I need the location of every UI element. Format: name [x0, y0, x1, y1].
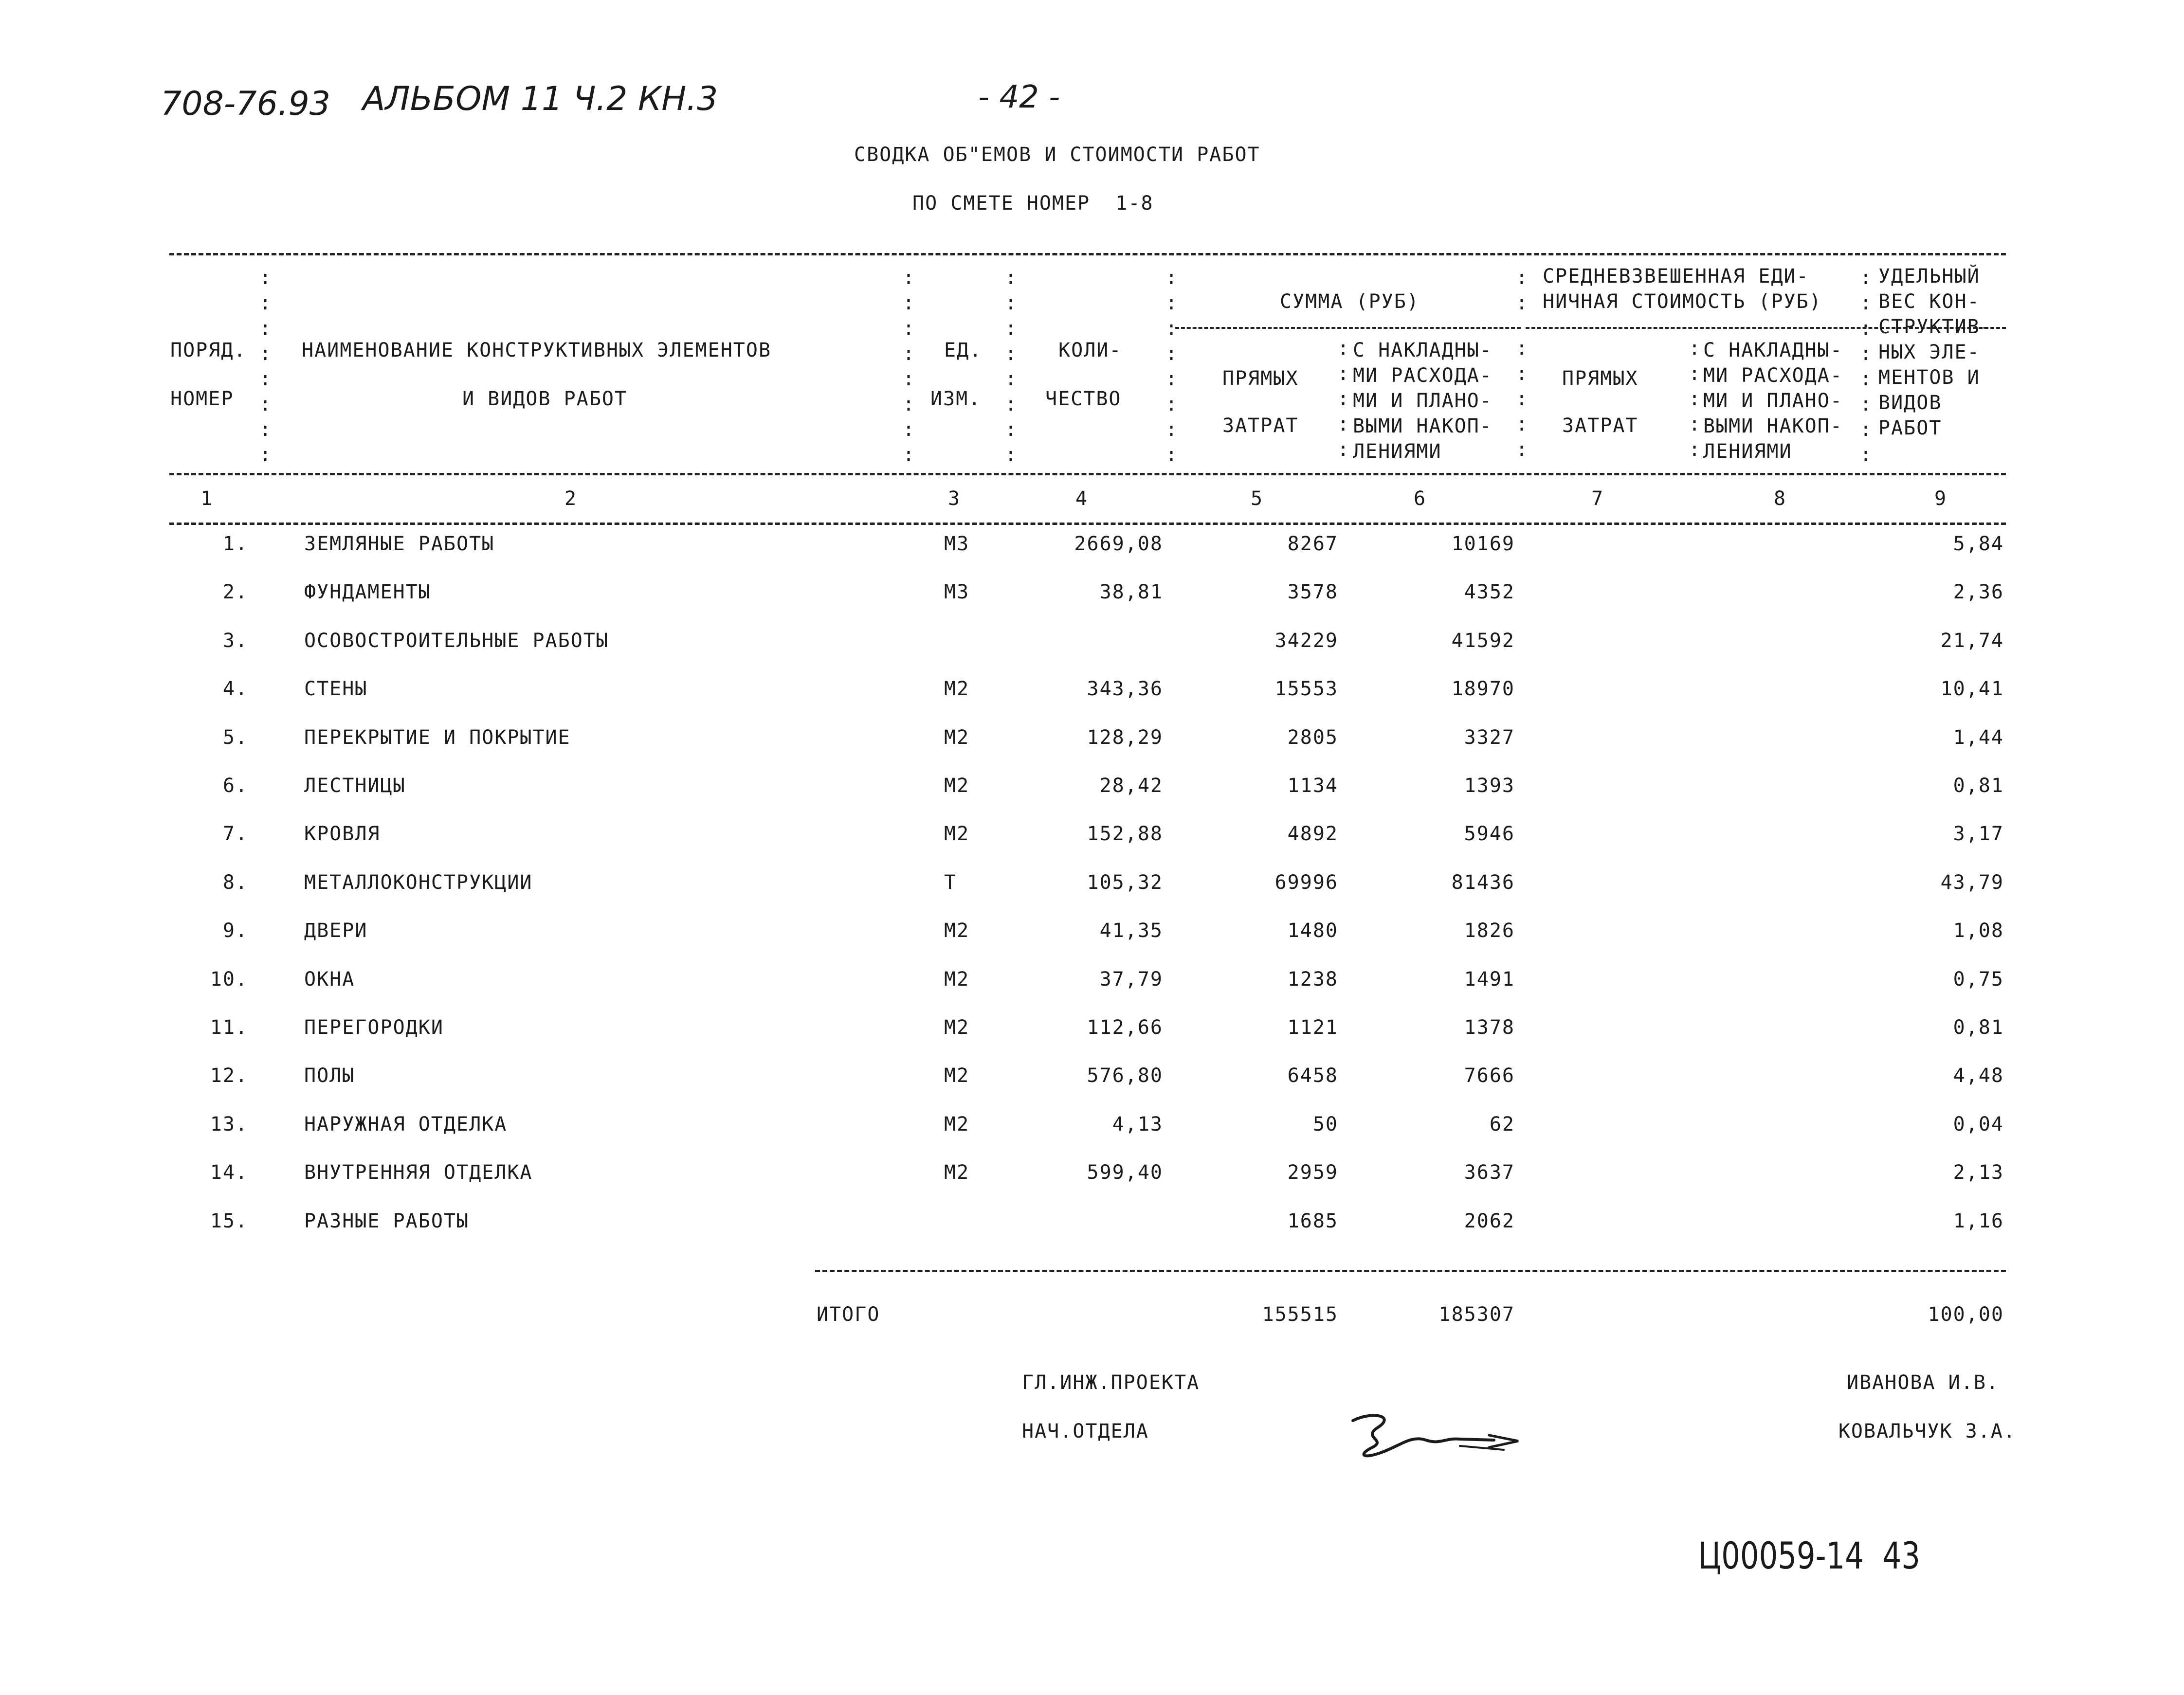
row-name: ФУНДАМЕНТЫ: [304, 581, 431, 603]
header-col8-line1: С НАКЛАДНЫ-: [1703, 339, 1843, 361]
row-name: КРОВЛЯ: [304, 823, 381, 845]
row-unit: М2: [944, 678, 970, 700]
row-unit: М3: [944, 581, 970, 603]
row-weight: 5,84: [1953, 533, 2004, 555]
row-overhead-cost: 3327: [1464, 726, 1515, 749]
row-weight: 0,81: [1953, 1016, 2004, 1039]
signature-name-department-head: КОВАЛЬЧУК З.А.: [1838, 1420, 2016, 1443]
row-weight: 1,44: [1953, 726, 2004, 749]
row-number: 6.: [222, 775, 248, 797]
header-col2-line2: И ВИДОВ РАБОТ: [462, 388, 628, 410]
row-overhead-cost: 5946: [1464, 823, 1515, 845]
header-col8-line3: МИ И ПЛАНО-: [1703, 390, 1843, 412]
header-col2-line1: НАИМЕНОВАНИЕ КОНСТРУКТИВНЫХ ЭЛЕМЕНТОВ: [302, 339, 772, 361]
row-direct-cost: 6458: [1287, 1064, 1338, 1087]
row-quantity: 343,36: [1087, 678, 1163, 700]
colnum-4: 4: [1075, 487, 1089, 510]
archive-code: 708-76.93: [161, 85, 330, 123]
row-unit: М2: [944, 1161, 970, 1184]
row-number: 7.: [222, 823, 248, 845]
total-overhead: 185307: [1438, 1303, 1515, 1326]
row-name: ПЕРЕГОРОДКИ: [304, 1016, 444, 1039]
header-col5-line1: ПРЯМЫХ: [1222, 367, 1299, 390]
row-name: ПОЛЫ: [304, 1064, 355, 1087]
row-weight: 1,16: [1953, 1210, 2004, 1232]
header-col8-line5: ЛЕНИЯМИ: [1703, 440, 1792, 463]
row-name: РАЗНЫЕ РАБОТЫ: [304, 1210, 470, 1232]
header-col5-line2: ЗАТРАТ: [1222, 415, 1299, 437]
header-col6-line5: ЛЕНИЯМИ: [1353, 440, 1442, 463]
colnum-7: 7: [1591, 487, 1604, 510]
row-number: 15.: [210, 1210, 248, 1232]
row-overhead-cost: 1393: [1464, 775, 1515, 797]
row-name: ДВЕРИ: [304, 920, 368, 942]
header-col6-line2: МИ РАСХОДА-: [1353, 364, 1492, 387]
row-unit: М2: [944, 1113, 970, 1136]
row-unit: М2: [944, 1064, 970, 1087]
row-number: 2.: [222, 581, 248, 603]
row-number: 10.: [210, 968, 248, 991]
document-subtitle: ПО СМЕТЕ НОМЕР 1-8: [912, 192, 1154, 215]
row-weight: 2,36: [1953, 581, 2004, 603]
header-col1-line1: ПОРЯД.: [170, 339, 247, 361]
signature-name-chief-engineer: ИВАНОВА И.В.: [1847, 1371, 1999, 1394]
row-weight: 0,04: [1953, 1113, 2004, 1136]
row-direct-cost: 8267: [1287, 533, 1338, 555]
row-direct-cost: 2805: [1287, 726, 1338, 749]
header-avg-group-line1: СРЕДНЕВЗВЕШЕННАЯ ЕДИ-: [1543, 265, 1809, 288]
row-name: ЛЕСТНИЦЫ: [304, 775, 406, 797]
row-overhead-cost: 41592: [1451, 630, 1515, 652]
header-col7-line1: ПРЯМЫХ: [1562, 367, 1638, 390]
header-sum-group: СУММА (РУБ): [1280, 290, 1420, 313]
row-name: ПЕРЕКРЫТИЕ И ПОКРЫТИЕ: [304, 726, 571, 749]
header-col9-line3: СТРУКТИВ-: [1878, 316, 1993, 338]
colnum-1: 1: [200, 487, 214, 510]
colnum-2: 2: [564, 487, 578, 510]
row-number: 3.: [222, 630, 248, 652]
total-rule: [815, 1270, 2006, 1272]
header-col9-line1: УДЕЛЬНЫЙ: [1878, 265, 1980, 288]
row-direct-cost: 2959: [1287, 1161, 1338, 1184]
row-overhead-cost: 1491: [1464, 968, 1515, 991]
total-weight: 100,00: [1928, 1303, 2004, 1326]
header-col4-line2: ЧЕСТВО: [1045, 388, 1122, 410]
row-overhead-cost: 1826: [1464, 920, 1515, 942]
row-unit: М2: [944, 968, 970, 991]
row-name: МЕТАЛЛОКОНСТРУКЦИИ: [304, 871, 533, 894]
row-direct-cost: 34229: [1274, 630, 1338, 652]
signature-role-chief-engineer: ГЛ.ИНЖ.ПРОЕКТА: [1022, 1371, 1200, 1394]
header-col7-line2: ЗАТРАТ: [1562, 415, 1638, 437]
row-number: 9.: [222, 920, 248, 942]
table-top-rule: [169, 253, 2006, 255]
header-col6-line3: МИ И ПЛАНО-: [1353, 390, 1492, 412]
header-col6-line1: С НАКЛАДНЫ-: [1353, 339, 1492, 361]
row-overhead-cost: 2062: [1464, 1210, 1515, 1232]
row-quantity: 112,66: [1087, 1016, 1163, 1039]
colnum-5: 5: [1251, 487, 1264, 510]
row-direct-cost: 3578: [1287, 581, 1338, 603]
header-col3-line1: ЕД.: [944, 339, 983, 361]
row-number: 14.: [210, 1161, 248, 1184]
row-overhead-cost: 3637: [1464, 1161, 1515, 1184]
row-name: СТЕНЫ: [304, 678, 368, 700]
header-col1-line2: НОМЕР: [170, 388, 234, 410]
signature-role-department-head: НАЧ.ОТДЕЛА: [1022, 1420, 1149, 1443]
colnum-3: 3: [948, 487, 961, 510]
album-label: АЛЬБОМ 11 Ч.2 КН.3: [363, 80, 718, 118]
row-weight: 10,41: [1940, 678, 2004, 700]
total-direct: 155515: [1262, 1303, 1338, 1326]
page-number: - 42 -: [978, 79, 1060, 115]
row-name: ОСОВОСТРОИТЕЛЬНЫЕ РАБОТЫ: [304, 630, 609, 652]
row-quantity: 4,13: [1112, 1113, 1163, 1136]
row-overhead-cost: 62: [1489, 1113, 1515, 1136]
row-unit: М2: [944, 823, 970, 845]
header-col4-line1: КОЛИ-: [1058, 339, 1122, 361]
row-direct-cost: 15553: [1274, 678, 1338, 700]
row-unit: М3: [944, 533, 970, 555]
row-number: 1.: [222, 533, 248, 555]
header-col9-line4: НЫХ ЭЛЕ-: [1878, 341, 1980, 363]
row-weight: 4,48: [1953, 1064, 2004, 1087]
footer-stamp: Ц00059-14 43: [1698, 1534, 1920, 1577]
row-name: ЗЕМЛЯНЫЕ РАБОТЫ: [304, 533, 495, 555]
row-quantity: 38,81: [1099, 581, 1163, 603]
row-number: 12.: [210, 1064, 248, 1087]
row-name: ОКНА: [304, 968, 355, 991]
row-direct-cost: 50: [1312, 1113, 1338, 1136]
row-unit: М2: [944, 726, 970, 749]
header-col9-line7: РАБОТ: [1878, 417, 1942, 439]
header-col9-line2: ВЕС КОН-: [1878, 290, 1980, 313]
row-quantity: 599,40: [1087, 1161, 1163, 1184]
row-quantity: 41,35: [1099, 920, 1163, 942]
row-weight: 0,75: [1953, 968, 2004, 991]
row-weight: 0,81: [1953, 775, 2004, 797]
row-direct-cost: 69996: [1274, 871, 1338, 894]
header-col6-line4: ВЫМИ НАКОП-: [1353, 415, 1492, 437]
row-direct-cost: 1685: [1287, 1210, 1338, 1232]
row-quantity: 28,42: [1099, 775, 1163, 797]
row-quantity: 2669,08: [1074, 533, 1163, 555]
row-unit: М2: [944, 920, 970, 942]
row-direct-cost: 1238: [1287, 968, 1338, 991]
sum-group-rule: [1175, 327, 1521, 329]
row-quantity: 576,80: [1087, 1064, 1163, 1087]
row-unit: М2: [944, 1016, 970, 1039]
row-overhead-cost: 10169: [1451, 533, 1515, 555]
row-name: НАРУЖНАЯ ОТДЕЛКА: [304, 1113, 508, 1136]
header-bottom-rule: [169, 473, 2006, 475]
row-direct-cost: 1480: [1287, 920, 1338, 942]
row-unit: М2: [944, 775, 970, 797]
row-name: ВНУТРЕННЯЯ ОТДЕЛКА: [304, 1161, 533, 1184]
colnum-8: 8: [1774, 487, 1787, 510]
row-quantity: 105,32: [1087, 871, 1163, 894]
row-number: 11.: [210, 1016, 248, 1039]
total-label: ИТОГО: [817, 1303, 880, 1326]
row-direct-cost: 1134: [1287, 775, 1338, 797]
colnum-6: 6: [1414, 487, 1427, 510]
header-col8-line2: МИ РАСХОДА-: [1703, 364, 1843, 387]
row-number: 8.: [222, 871, 248, 894]
row-unit: Т: [944, 871, 957, 894]
row-weight: 2,13: [1953, 1161, 2004, 1184]
header-col9-line6: ВИДОВ: [1878, 392, 1942, 414]
row-number: 4.: [222, 678, 248, 700]
row-overhead-cost: 81436: [1451, 871, 1515, 894]
row-weight: 3,17: [1953, 823, 2004, 845]
document-title: СВОДКА ОБ"ЕМОВ И СТОИМОСТИ РАБОТ: [854, 144, 1260, 166]
column-separators: : : : : : : : : : : : : : : : : : : : : : : : : : : : : : : : : : : : : : : : : : : : : : : : : : : : : : : : : :: [259, 267, 1872, 466]
colnum-bottom-rule: [169, 523, 2006, 525]
header-avg-group-line2: НИЧНАЯ СТОИМОСТЬ (РУБ): [1543, 290, 1822, 313]
row-weight: 43,79: [1940, 871, 2004, 894]
row-weight: 21,74: [1940, 630, 2004, 652]
row-weight: 1,08: [1953, 920, 2004, 942]
handwritten-signature: [1343, 1401, 1547, 1474]
row-overhead-cost: 18970: [1451, 678, 1515, 700]
row-quantity: 152,88: [1087, 823, 1163, 845]
row-direct-cost: 1121: [1287, 1016, 1338, 1039]
row-overhead-cost: 7666: [1464, 1064, 1515, 1087]
row-quantity: 128,29: [1087, 726, 1163, 749]
header-col8-line4: ВЫМИ НАКОП-: [1703, 415, 1843, 437]
row-quantity: 37,79: [1099, 968, 1163, 991]
header-col3-line2: ИЗМ.: [930, 388, 982, 410]
row-overhead-cost: 4352: [1464, 581, 1515, 603]
header-col9-line5: МЕНТОВ И: [1878, 366, 1980, 389]
row-number: 13.: [210, 1113, 248, 1136]
row-number: 5.: [222, 726, 248, 749]
colnum-9: 9: [1934, 487, 1947, 510]
row-overhead-cost: 1378: [1464, 1016, 1515, 1039]
row-direct-cost: 4892: [1287, 823, 1338, 845]
